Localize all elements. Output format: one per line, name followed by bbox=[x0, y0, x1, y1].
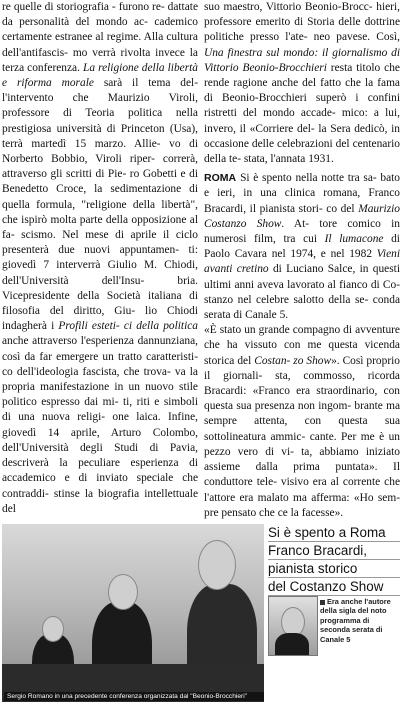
right-paragraph-1 bbox=[204, 0, 400, 167]
show-title: Maurizio Costanzo Show bbox=[204, 202, 400, 230]
article-text-a: Si è spento nella notte tra sa- bato e ieri, in una clinica romana, Franco Bracardi, il pianista stori- co del bbox=[204, 172, 400, 215]
show-title-2: Costan- zo Show bbox=[254, 354, 332, 367]
headline-line: pianista storico bbox=[268, 560, 400, 578]
person-head bbox=[108, 574, 138, 610]
person-head bbox=[198, 540, 236, 590]
film-title-1: Il lumacone bbox=[324, 233, 384, 246]
headline-line: del Costanzo Show bbox=[268, 578, 400, 596]
article-text-b: . At- tore comico in numerosi film, tra cui bbox=[204, 217, 400, 246]
left-text-a: re quelle di storiografia - furono re- dattate da personalità del mondo ac- cademico certamente estranee al regime. Alla cultura dell'antifascis- mo verrà rivolta invece la terza conferenza. bbox=[2, 1, 198, 74]
film-title-2: Vieni avanti cretino bbox=[204, 248, 400, 276]
photo-caption: Sergio Romano in una precedente conferenza organizzata dal "Beonio-Brocchieri" bbox=[4, 692, 264, 701]
portrait-caption-text: Era anche l'autore della sigla del noto programma di seconda serata di Canale 5 bbox=[320, 597, 391, 644]
article-text-c: di Paolo Cavara nel 1974, e nel 1982 bbox=[204, 233, 400, 261]
portrait-caption bbox=[320, 597, 400, 644]
article-text-d: di Luciano Salce, in questi ultimi anni aveva lavorato al fianco di Co- stanzo nel celebre salotto della se- conda serata di Canale 5. bbox=[204, 263, 400, 322]
conference-title-2: Profili esteti- ci della politica bbox=[58, 320, 198, 333]
bracardi-article bbox=[204, 171, 400, 323]
right-text-b: resta titolo che rende ragione anche del fatto che la fama di Beonio-Brocchieri superò i confini ristretti del mondo accade- mico: a lui, invero, il «Corriere del- la Sera dedicò, in occasione delle celebrazioni del centenario della te- stata, l'annata 1931. bbox=[204, 61, 400, 166]
left-text-b: sarà il tema del- l'intervento che Maurizio Viroli, professore di Teoria politica nella prestigiosa università di Princeton (Usa), terrà martedì 15 marzo. Allie- vo di Norberto Bobbio, Viroli riper- correrà, attraverso gli scritti di Pie- ro Gobetti e di Benedetto Croce, la sedimentazione di quella formula, "religione della libertà", che ispirò molta parte della opposizione al fa- scismo. Nel mese di aprile il ciclo presenterà due nuovi appuntamen- ti: giovedì 7 interverrà Giulio M. Chiodi, dell'Università dell'Insu- bria. Vicepresidente della Società italiana di filosofia del diritto, Giu- lio Chiodi indagherà i bbox=[2, 77, 198, 333]
conference-title-3: Una finestra sul mondo: il giornalismo di Vittorio Beonio-Brocchieri bbox=[204, 46, 400, 74]
headline-line: Franco Bracardi, bbox=[268, 542, 400, 560]
bracardi-portrait bbox=[268, 596, 318, 656]
conference-title: La religione della libertà e riforma morale bbox=[2, 61, 198, 90]
bullet-square-icon bbox=[320, 600, 325, 605]
dateline: ROMA bbox=[204, 172, 237, 185]
box-headline bbox=[268, 524, 400, 596]
headline-line: Si è spento a Roma bbox=[268, 524, 400, 542]
person-head bbox=[42, 616, 64, 642]
right-column bbox=[204, 0, 400, 521]
quote-text-a: «È stato un grande compagno di avventure che ha vissuto con me questa vicenda storica del bbox=[204, 324, 400, 367]
left-column bbox=[2, 0, 198, 517]
left-text-c: anche attraverso l'esperienza dannunziana, così da far emergere un tratto caratteristi- co dell'ideologia fascista, che trova- va la propria manifestazione in un nuovo stile politico espresso dai mi- ti, riti e simboli di una nuova religi- one laica. Infine, giovedì 14 aprile, Arturo Colombo, dell'Università degli Studi di Pavia, descriverà la peculiare esperienza di accademico e di inviato speciale che contraddi- stinse la biografia intellettuale del bbox=[2, 335, 198, 515]
bracardi-quote bbox=[204, 323, 400, 521]
conference-photo bbox=[2, 524, 264, 702]
portrait-body bbox=[275, 633, 309, 656]
right-text-a: suo maestro, Vittorio Beonio-Brocc- hieri, professore emerito di Storia delle dottrine politiche presso l'ate- neo pavese. Così, bbox=[204, 1, 400, 44]
left-paragraph bbox=[2, 0, 198, 517]
quote-text-b: ». Così proprio il giornali- sta, commosso, ricorda Bracardi: «Franco era straordinario, con questa sua presenza non ingom- brante ma sempre attenta, con questa sua sottolineatura ammic- cante. Per me è un pezzo vero di vi- ta, abbiamo iniziato assieme dalla prima puntata». Il conduttore tele- visivo era al corrente che l'attore era malato ma afferma: «Ho sem- pre pensato che ce la facesse». bbox=[204, 354, 400, 519]
